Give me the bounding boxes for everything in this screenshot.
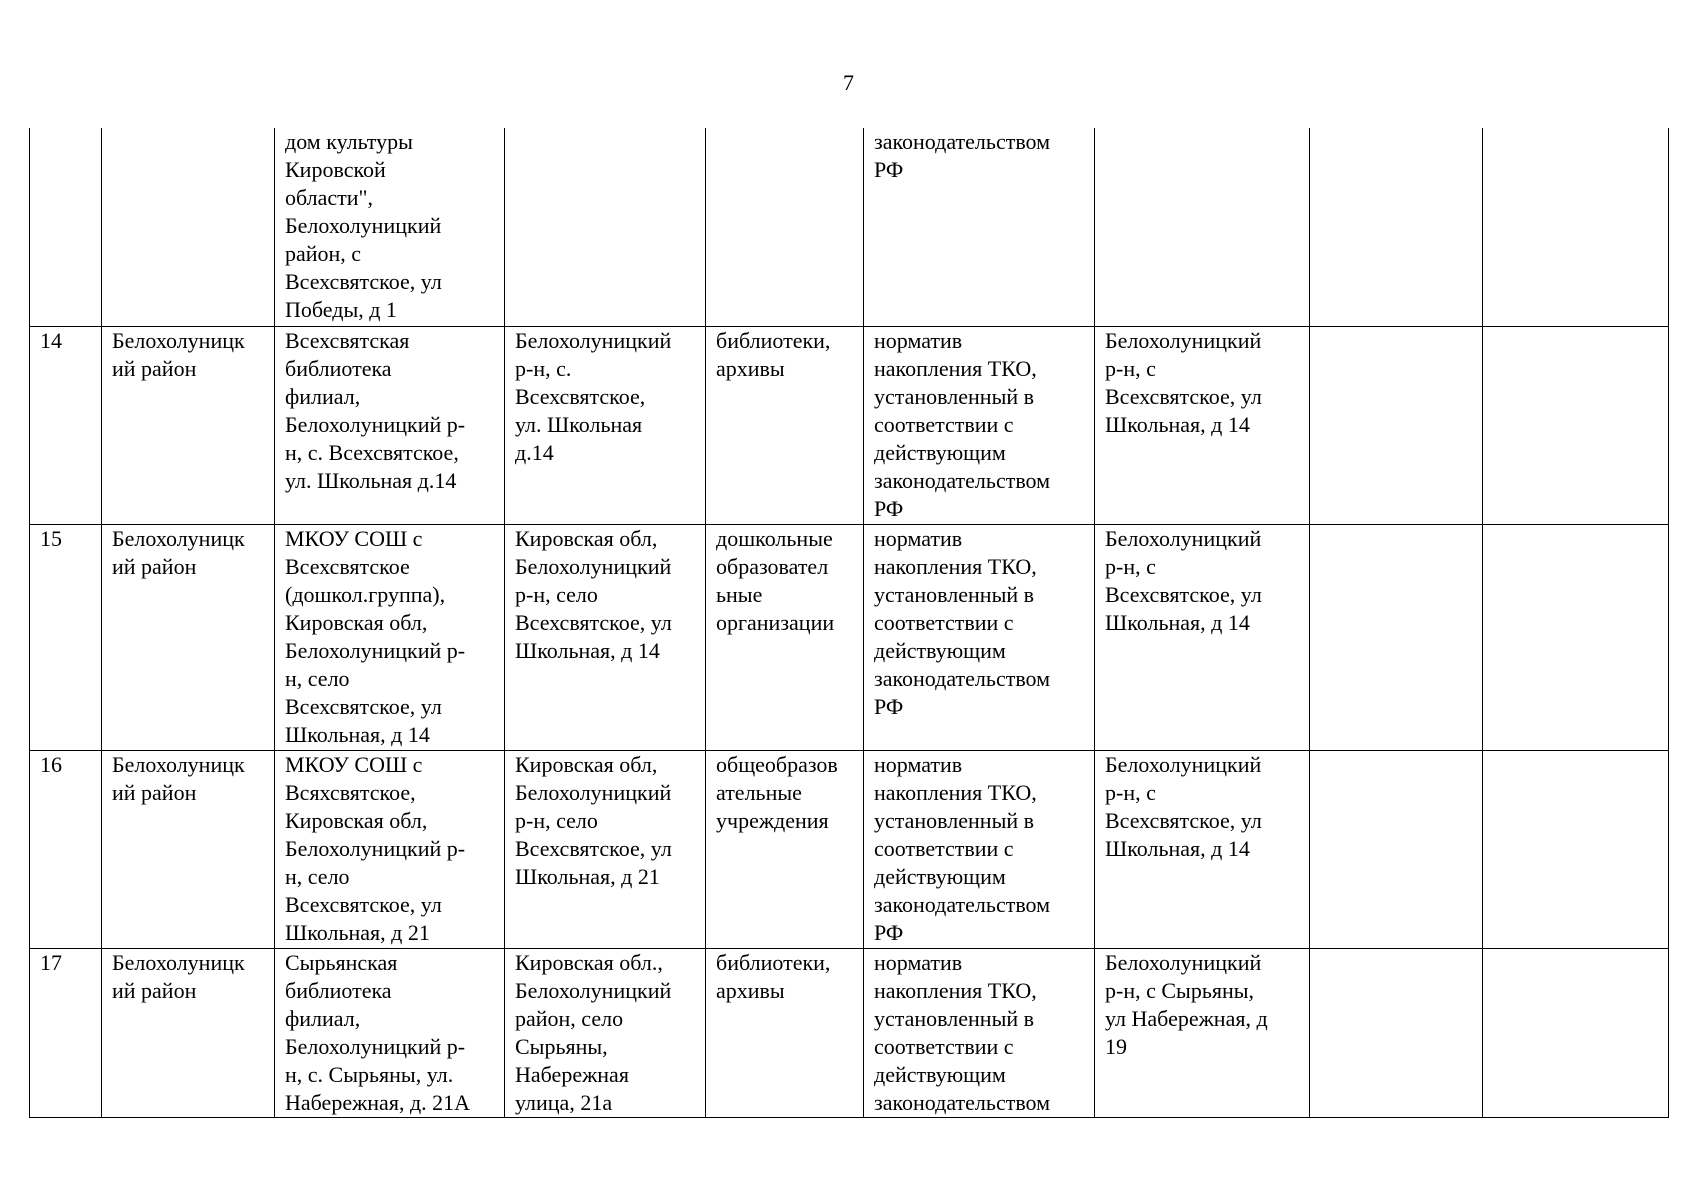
category-text: дошкольные образовател ьные организации [716, 525, 835, 635]
organization-cell [275, 948, 505, 1117]
category-cell [706, 326, 864, 524]
row-number-cell [30, 524, 102, 750]
extra-cell-2 [1483, 948, 1669, 1117]
extra-cell-2 [1483, 128, 1669, 326]
district-text: Белохолуницк ий район [112, 327, 245, 381]
district-cell [102, 524, 275, 750]
row-number-cell [30, 326, 102, 524]
extra-cell-2 [1483, 750, 1669, 948]
address-cell [505, 326, 706, 524]
table-row [30, 750, 1669, 948]
extra-cell-1 [1310, 128, 1483, 326]
category-text: библиотеки, архивы [716, 949, 831, 1003]
organization-text: Всехсвятская библиотека филиал, Белохолуницкий р- н, с. Всехсвятское, ул. Школьная д.14 [285, 327, 466, 493]
organization-text: Сырьянская библиотека филиал, Белохолуницкий р- н, с. Сырьяны, ул. Набережная, д. 21А [285, 949, 471, 1115]
district-cell [102, 128, 275, 326]
table-row [30, 524, 1669, 750]
site-cell [1095, 326, 1310, 524]
page-number: 7 [843, 70, 854, 95]
extra-cell-1 [1310, 948, 1483, 1117]
address-text: Белохолуницкий р-н, с. Всехсвятское, ул. Школьная д.14 [515, 327, 672, 465]
district-text: Белохолуницк ий район [112, 949, 245, 1003]
organization-cell [275, 524, 505, 750]
organization-cell [275, 326, 505, 524]
extra-cell-2 [1483, 524, 1669, 750]
extra-cell-1 [1310, 750, 1483, 948]
district-cell [102, 326, 275, 524]
organization-cell [275, 128, 505, 326]
norm-cell [864, 750, 1095, 948]
district-text: Белохолуницк ий район [112, 751, 245, 805]
waste-sites-table [29, 128, 1669, 1118]
site-text: Белохолуницкий р-н, с Всехсвятское, ул Школьная, д 14 [1105, 525, 1262, 635]
site-text: Белохолуницкий р-н, с Сырьяны, ул Набережная, д 19 [1105, 949, 1268, 1059]
organization-text: МКОУ СОШ с Всяхсвятское, Кировская обл, Белохолуницкий р- н, село Всехсвятское, ул Школьная, д 21 [285, 751, 466, 945]
address-text: Кировская обл, Белохолуницкий р-н, село Всехсвятское, ул Школьная, д 14 [515, 525, 672, 663]
district-cell [102, 948, 275, 1117]
site-cell [1095, 948, 1310, 1117]
category-text: библиотеки, архивы [716, 327, 831, 381]
norm-cell [864, 948, 1095, 1117]
table-row [30, 128, 1669, 326]
address-cell [505, 948, 706, 1117]
table-row [30, 948, 1669, 1117]
address-cell [505, 128, 706, 326]
row-number-cell [30, 948, 102, 1117]
row-number: 17 [40, 949, 62, 975]
site-text: Белохолуницкий р-н, с Всехсвятское, ул Школьная, д 14 [1105, 327, 1262, 437]
site-cell [1095, 128, 1310, 326]
organization-cell [275, 750, 505, 948]
table-row [30, 326, 1669, 524]
norm-cell [864, 128, 1095, 326]
row-number-cell [30, 750, 102, 948]
category-cell [706, 948, 864, 1117]
organization-text: МКОУ СОШ с Всехсвятское (дошкол.группа), Кировская обл, Белохолуницкий р- н, село Всехсвятское, ул Школьная, д 14 [285, 525, 466, 747]
address-cell [505, 750, 706, 948]
category-text: общеобразов ательные учреждения [716, 751, 838, 833]
norm-cell [864, 524, 1095, 750]
address-cell [505, 524, 706, 750]
extra-cell-1 [1310, 524, 1483, 750]
norm-text: законодательством РФ [874, 129, 1051, 182]
norm-text: норматив накопления ТКО, установленный в соответствии с действующим законодательством РФ [874, 751, 1051, 945]
norm-text: норматив накопления ТКО, установленный в соответствии с действующим законодательством [874, 949, 1051, 1115]
site-cell [1095, 524, 1310, 750]
site-cell [1095, 750, 1310, 948]
norm-text: норматив накопления ТКО, установленный в соответствии с действующим законодательством РФ [874, 525, 1051, 719]
address-text: Кировская обл, Белохолуницкий р-н, село Всехсвятское, ул Школьная, д 21 [515, 751, 672, 889]
row-number: 16 [40, 751, 62, 777]
extra-cell-1 [1310, 326, 1483, 524]
extra-cell-2 [1483, 326, 1669, 524]
norm-cell [864, 326, 1095, 524]
category-cell [706, 128, 864, 326]
row-number-cell [30, 128, 102, 326]
district-cell [102, 750, 275, 948]
row-number: 15 [40, 525, 62, 551]
category-cell [706, 524, 864, 750]
district-text: Белохолуницк ий район [112, 525, 245, 579]
row-number: 14 [40, 327, 62, 353]
norm-text: норматив накопления ТКО, установленный в соответствии с действующим законодательством РФ [874, 327, 1051, 521]
site-text: Белохолуницкий р-н, с Всехсвятское, ул Школьная, д 14 [1105, 751, 1262, 861]
category-cell [706, 750, 864, 948]
address-text: Кировская обл., Белохолуницкий район, село Сырьяны, Набережная улица, 21а [515, 949, 672, 1115]
organization-text: дом культуры Кировской области", Белохолуницкий район, с Всехсвятское, ул Победы, д 1 [285, 129, 442, 322]
